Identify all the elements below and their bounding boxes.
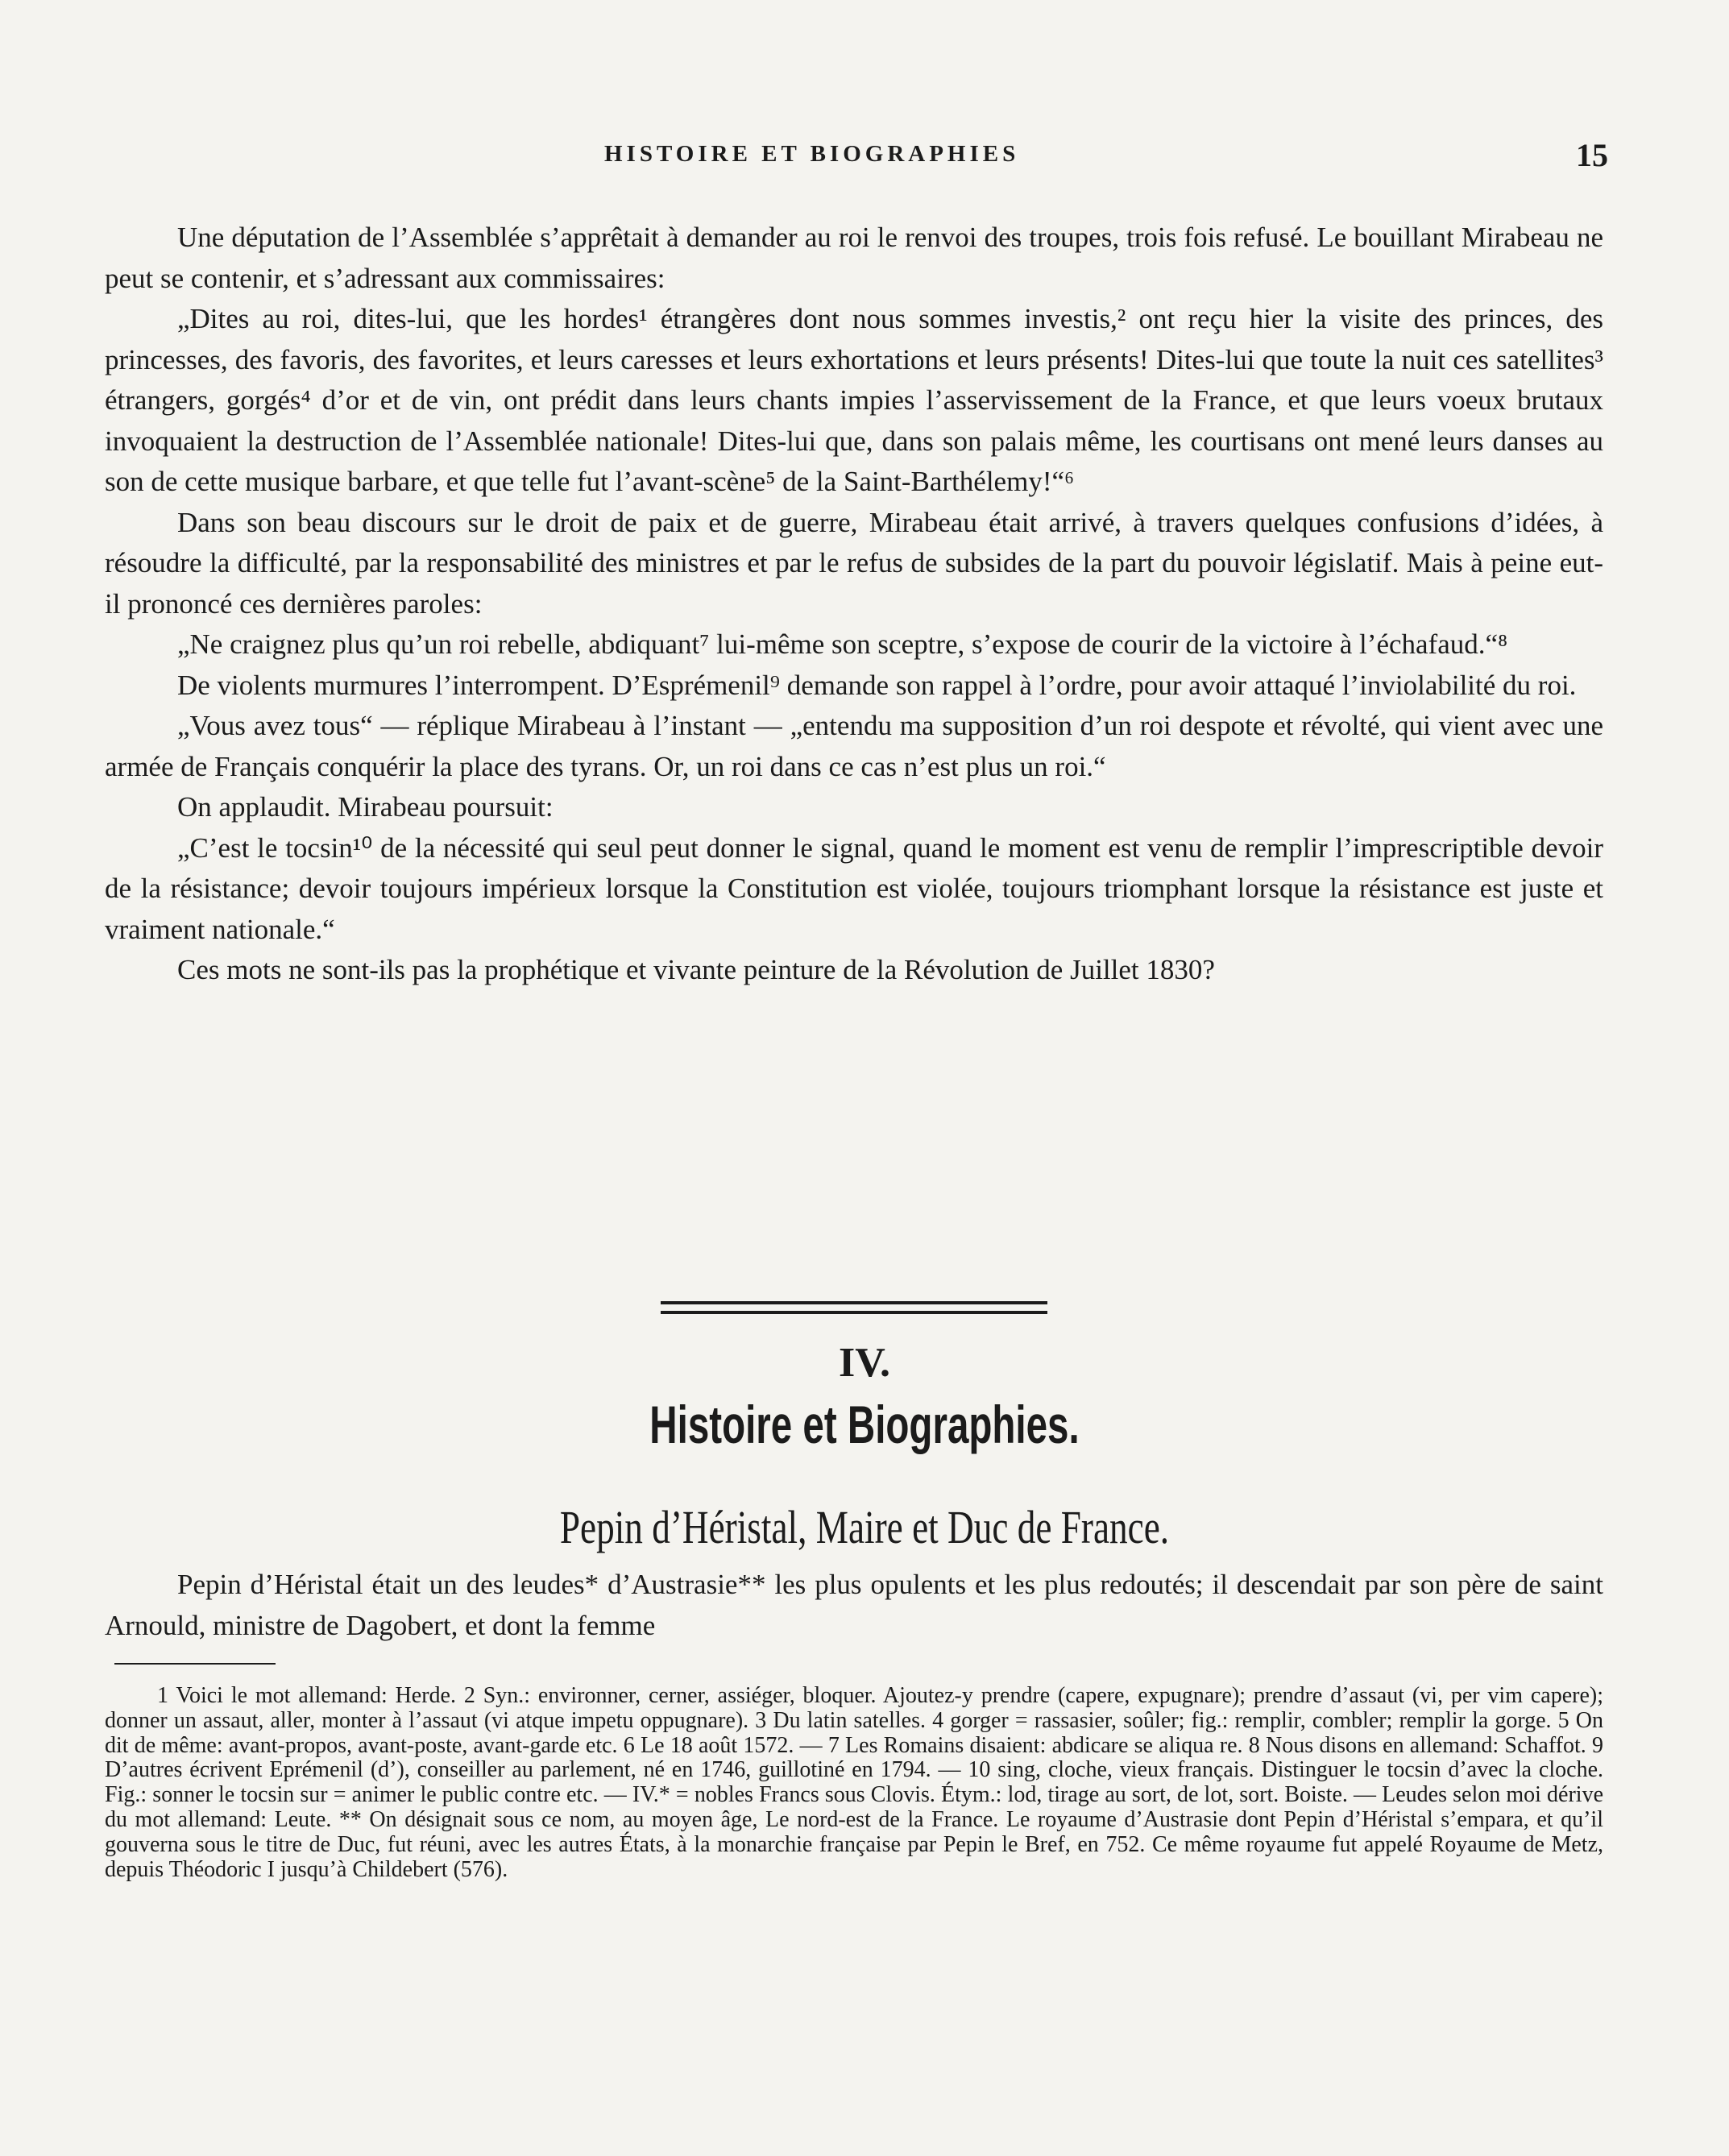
paragraph: De violents murmures l’interrompent. D’Esprémenil⁹ demande son rappel à l’ordre, pour avoir attaqué l’inviolabilité du roi. — [177, 669, 1577, 701]
article-title: Pepin d’Héristal, Maire et Duc de France. — [559, 1501, 1170, 1553]
paragraph: Ces mots ne sont-ils pas la prophétique et vivante peinture de la Révolution de Juillet 1830? — [177, 954, 1215, 985]
running-title: HISTOIRE ET BIOGRAPHIES — [604, 141, 1020, 167]
divider-rule — [661, 1301, 1047, 1304]
paragraph: Dans son beau discours sur le droit de paix et de guerre, Mirabeau était arrivé, à travers quelques confusions d’idées, à résoudre la difficulté, par la responsabilité des ministres et par le refus de subsides de la part du pouvoir législatif. Mais à peine eut-il prononcé ces dernières paroles: — [105, 506, 1603, 620]
page-number: 15 — [1576, 137, 1608, 173]
paragraph: „Ne craignez plus qu’un roi rebelle, abdiquant⁷ lui-même son sceptre, s’expose de courir de la victoire à l’échafaud.“⁸ — [177, 628, 1508, 660]
body-text — [105, 218, 1603, 991]
section-number: IV. — [838, 1340, 891, 1386]
footnotes: 1 Voici le mot allemand: Herde. 2 Syn.: environner, cerner, assiéger, bloquer. Ajoutez-y prendre (capere, expugnare); prendre d’assaut (vi, per vim capere); donner un assaut, aller, monter à l’assaut (vi atque impetu oppugnare). 3 Du latin satelles. 4 gorger = rassasier, soûler; fig.: remplir, combler; remplir la gorge. 5 On dit de même: avant-propos, avant-poste, avant-garde etc. 6 Le 18 août 1572. — 7 Les Romains disaient: abdicare se aliqua re. 8 Nous disons en allemand: Schaffot. 9 D’autres écrivent Eprémenil (d’), conseiller au parlement, né en 1746, guillotiné en 1794. — 10 sing, cloche, vieux français. Distinguer le tocsin d’avec la cloche. Fig.: sonner le tocsin sur = animer le public contre etc. — IV.* = nobles Francs sous Clovis. Étym.: lod, tirage au sort, de lot, sort. Boiste. — Leudes selon moi dérive du mot allemand: Leute. ** On désignait sous ce nom, au moyen âge, Le nord-est de la France. Le royaume d’Austrasie dont Pepin d’Héristal s’empara, et qu’il gouverna sous le titre de Duc, fut réuni, avec les autres États, à la monarchie française par Pepin le Bref, en 752. Ce même royaume fut appelé Royaume de Metz, depuis Théodoric I jusqu’à Childebert (576). — [105, 1683, 1603, 1882]
paragraph: „C’est le tocsin¹⁰ de la nécessité qui seul peut donner le signal, quand le moment est venu de remplir l’imprescriptible devoir de la résistance; devoir toujours impérieux lorsque la Constitution est violée, toujours triomphant lorsque la résistance est juste et vraiment nationale.“ — [105, 831, 1603, 945]
section-divider — [661, 1301, 1047, 1321]
divider-rule — [661, 1311, 1047, 1314]
paragraph: „Dites au roi, dites-lui, que les hordes¹ étrangères dont nous sommes investis,² ont reçu hier la visite des princes, des princesses, des favoris, des favorites, et leurs caresses et leurs exhortations et leurs présents! Dites-lui que toute la nuit ces satellites³ étrangers, gorgés⁴ d’or et de vin, ont prédit dans leurs chants impies l’asservissement de la France, et que leurs voeux brutaux invoquaient la destruction de l’Assemblée nationale! Dites-lui que, dans son palais même, les courtisans ont mené leurs danses au son de cette musique barbare, et que telle fut l’avant-scène⁵ de la Saint-Barthélemy!“⁶ — [105, 303, 1603, 497]
article-text — [105, 1565, 1603, 1646]
footnote-rule — [114, 1663, 276, 1665]
paragraph: „Vous avez tous“ — réplique Mirabeau à l’instant — „entendu ma supposition d’un roi despote et révolté, qui vient avec une armée de Français conquérir la place des tyrans. Or, un roi dans ce cas n’est plus un roi.“ — [105, 710, 1603, 782]
paragraph: On applaudit. Mirabeau poursuit: — [177, 791, 554, 823]
paragraph: Pepin d’Héristal était un des leudes* d’Austrasie** les plus opulents et les plus redoutés; il descendait par son père de saint Arnould, ministre de Dagobert, et dont la femme — [105, 1569, 1603, 1641]
running-header — [0, 137, 1729, 181]
paragraph: Une députation de l’Assemblée s’apprêtait à demander au roi le renvoi des troupes, trois fois refusé. Le bouillant Mirabeau ne peut se contenir, et s’adressant aux commissaires: — [105, 222, 1603, 294]
section-title: Histoire et Biographies. — [649, 1395, 1080, 1454]
